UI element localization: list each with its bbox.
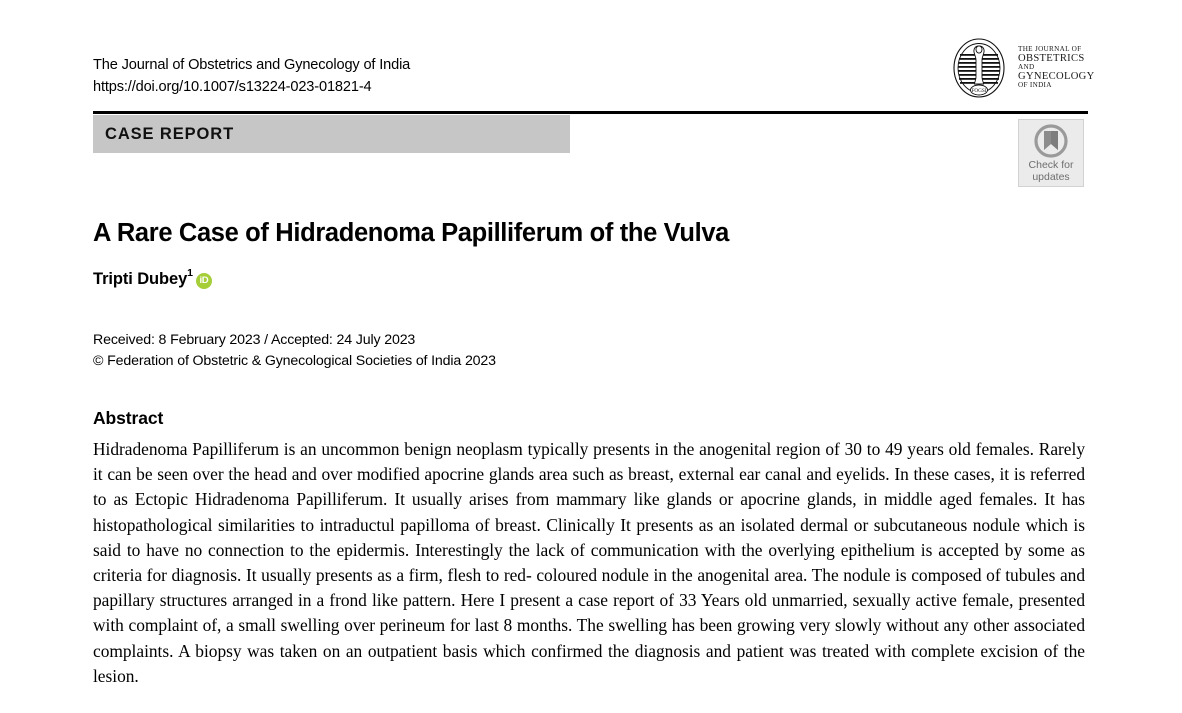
doi-link[interactable]: https://doi.org/10.1007/s13224-023-01821-4 (93, 79, 372, 95)
orcid-id-icon[interactable] (196, 273, 212, 289)
publication-history (93, 330, 496, 372)
page-content-column (93, 0, 1095, 713)
wordmark-line-3: AND (1018, 63, 1035, 72)
author-name: Tripti Dubey (93, 270, 188, 288)
author-affiliation-marker: 1 (187, 267, 193, 279)
article-category-banner (93, 115, 570, 153)
crossmark-label-line-1: Check for (1028, 159, 1074, 171)
abstract-heading: Abstract (93, 408, 164, 428)
journal-wordmark (1018, 46, 1095, 90)
wordmark-line-4: GYNECOLOGY (1018, 70, 1095, 82)
page-title: A Rare Case of Hidradenoma Papilliferum of the Vulva (93, 219, 729, 248)
wordmark-line-1: THE JOURNAL OF (1018, 45, 1082, 54)
wordmark-line-2: OBSTETRICS (1018, 52, 1085, 64)
fogsi-seal-icon (948, 37, 1010, 99)
journal-header (93, 54, 793, 98)
header-divider (93, 111, 1088, 114)
wordmark-line-5: OF INDIA (1018, 81, 1052, 90)
abstract-text: Hidradenoma Papilliferum is an uncommon benign neoplasm typically presents in the anogenital region of 30 to 49 years old females. Rarely it can be seen over the head and over modified apocrine glands area such as breast, external ear canal and eyelids. In these cases, it is referred to as Ectopic Hidradenoma Papilliferum. It usually arises from mammary like glands or apocrine glands, in middle aged females. It has histopathological similarities to intraductul papilloma of breast. Clinically It presents as an isolated dermal or subcutaneous nodule which is said to have no connection to the epidermis. Interestingly the lack of communication with the overlying epithelium is accepted by some as criteria for diagnosis. It usually presents as a firm, flesh to red- coloured nodule in the anogenital area. The nodule is composed of tubules and papillary structures arranged in a frond like pattern. Here I present a case report of 33 Years old unmarried, sexually active female, presented with complaint of, a small swelling over perineum for last 8 months. The swelling has been growing very slowly without any other associated complaints. A biopsy was taken on an outpatient basis which confirmed the diagnosis and patient was treated with complete excision of the lesion. (93, 439, 1085, 686)
received-accepted-line: Received: 8 February 2023 / Accepted: 24 July 2023 (93, 332, 416, 348)
crossmark-label-line-2: updates (1032, 171, 1070, 183)
journal-logo (948, 34, 1095, 102)
emblem-monogram: FOGSI (971, 88, 987, 94)
crossmark-bookmark-icon (1034, 124, 1068, 158)
crossmark-label (1029, 159, 1074, 183)
crossmark-badge[interactable] (1018, 119, 1084, 187)
orcid-label: iD (199, 275, 209, 287)
article-category-label: CASE REPORT (105, 124, 235, 143)
journal-name: The Journal of Obstetrics and Gynecology of India (93, 57, 411, 73)
copyright-line: © Federation of Obstetric & Gynecological Societies of India 2023 (93, 353, 496, 369)
author-list (93, 267, 212, 289)
